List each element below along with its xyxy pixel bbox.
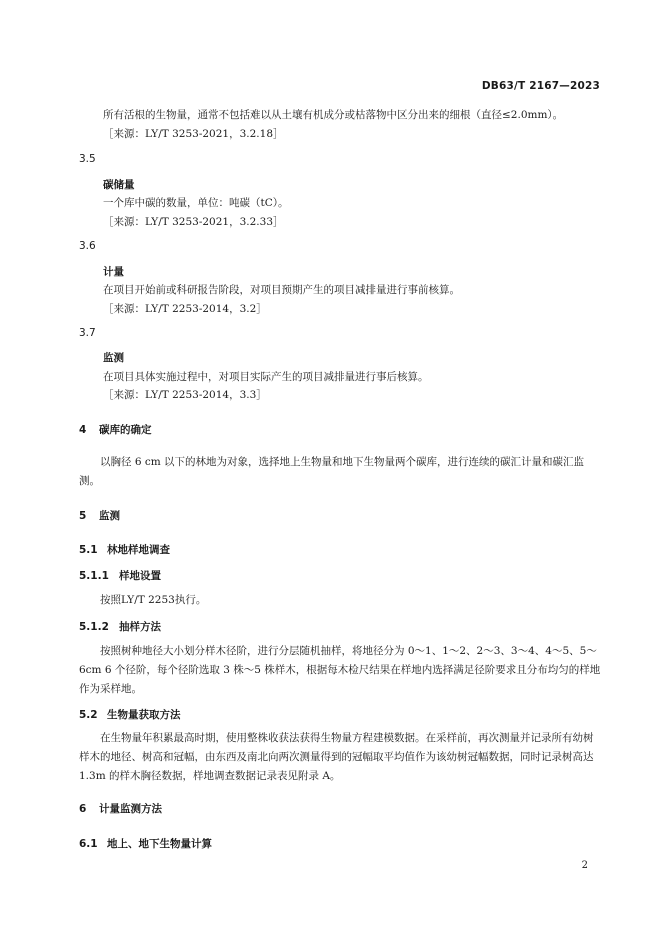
term-definition: 一个库中碳的数量，单位：吨碳（tC）。	[103, 197, 289, 209]
term-number: 3.6	[79, 240, 96, 252]
paragraph: 在生物量年积累最高时期，使用整株收获法获得生物量方程建模数据。在采样前，再次测量并记录所有幼树样木的地径、树高和冠幅，由东西及南北向两次测量得到的冠幅取平均值作为该幼树冠幅数据，同时记录树高达 1.3m 的样木胸径数据，样地调查数据记录表见附录 A。	[79, 732, 594, 782]
section-heading	[79, 707, 181, 722]
term-source: ［来源：LY/T 3253-2021，3.2.33］	[103, 216, 284, 228]
term-definition: 在项目具体实施过程中，对项目实际产生的项目减排量进行事后核算。	[103, 371, 429, 383]
section-number: 5	[79, 510, 87, 522]
section-number: 5.1.2	[79, 621, 109, 633]
section-number: 6	[79, 803, 87, 815]
section-title: 生物量获取方法	[107, 709, 181, 721]
section-title: 计量监测方法	[99, 803, 162, 815]
section-heading	[79, 568, 161, 583]
section-title: 地上、地下生物量计算	[107, 838, 212, 850]
term-source: ［来源：LY/T 2253-2014，3.3］	[103, 389, 267, 401]
page-number: 2	[581, 860, 588, 871]
term-source: ［来源：LY/T 3253-2021，3.2.18］	[103, 128, 284, 140]
section-number: 4	[79, 424, 87, 436]
document-code: DB63/T 2167—2023	[481, 80, 600, 92]
section-number: 5.2	[79, 709, 98, 721]
section-number: 5.1	[79, 544, 98, 556]
term-number: 3.5	[79, 153, 96, 165]
section-title: 碳库的确定	[99, 424, 152, 436]
section-heading	[79, 836, 212, 851]
term-definition: 所有活根的生物量，通常不包括难以从土壤有机成分或枯落物中区分出来的细根（直径≤2.0mm）。	[103, 109, 564, 121]
section-heading	[79, 508, 120, 523]
term-name: 计量	[103, 266, 124, 278]
term-name: 监测	[103, 352, 124, 364]
term-name: 碳储量	[103, 179, 135, 191]
section-heading	[79, 542, 170, 557]
section-title: 监测	[99, 510, 120, 522]
section-title: 林地样地调查	[107, 544, 170, 556]
term-source: ［来源：LY/T 2253-2014，3.2］	[103, 303, 267, 315]
section-heading	[79, 801, 162, 816]
term-number: 3.7	[79, 327, 96, 339]
section-number: 5.1.1	[79, 570, 109, 582]
paragraph: 以胸径 6 cm 以下的林地为对象，选择地上生物量和地下生物量两个碳库，进行连续的碳汇计量和碳汇监测。	[79, 456, 585, 487]
section-number: 6.1	[79, 838, 98, 850]
section-title: 抽样方法	[119, 621, 161, 633]
section-heading	[79, 422, 152, 437]
term-definition: 在项目开始前或科研报告阶段，对项目预期产生的项目减排量进行事前核算。	[103, 284, 460, 296]
paragraph: 按照树种地径大小划分样木径阶，进行分层随机抽样，将地径分为 0～1、1～2、2～3、3～4、4～5、5～6cm 6 个径阶，每个径阶选取 3 株～5 株样木，根据每木检尺结果在样地内选择满足径阶要求且分布均匀的样地作为采样地。	[79, 645, 601, 695]
section-title: 样地设置	[119, 570, 161, 582]
paragraph: 按照LY/T 2253执行。	[100, 594, 207, 606]
section-heading	[79, 619, 161, 634]
